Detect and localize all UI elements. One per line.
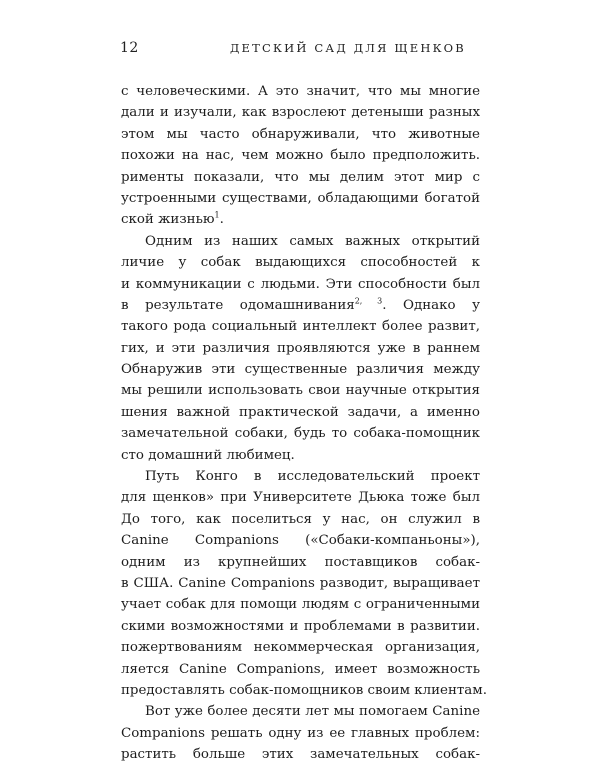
text-line: Canine Companions («Собаки-компаньоны»), (121, 533, 480, 549)
text-line: в результате одомашнивания$^{2, 3}$. Однако у (121, 296, 480, 313)
text-line: пожертвованиям некоммерческая организация, (121, 640, 480, 656)
paragraph (121, 466, 487, 701)
text-line: растить больше этих замечательных собак- (121, 747, 480, 763)
text-line: для щенков» при Университете Дьюка тоже был (121, 490, 480, 506)
text-line: предоставлять собак-помощников своим клиентам. (121, 682, 487, 698)
body-text (121, 81, 487, 766)
text-line: учает собак для помощи людям с ограниченными (121, 597, 480, 613)
text-line: с человеческими. А это значит, что мы многие (121, 84, 480, 99)
text-line: ляется Canine Companions, имеет возможность (121, 661, 480, 677)
text-line: похожи на нас, чем можно было предположить. (121, 148, 480, 164)
text-line: Companions решать одну из ее главных проблем: (121, 725, 480, 741)
text-line: скими возможностями и проблемами в развитии. (121, 618, 480, 634)
paragraph (121, 701, 480, 765)
page-number: 12 (120, 40, 139, 56)
text-line: Вот уже более десяти лет мы помогаем Canine (145, 704, 480, 720)
paragraph (121, 81, 480, 231)
text-line: этом мы часто обнаруживали, что животные (121, 126, 480, 142)
text-line: дали и изучали, как взрослеют детеныши разных (121, 105, 480, 121)
paragraph (121, 231, 480, 466)
text-line: сто домашний любимец. (121, 447, 295, 463)
footnote-marker: 2, 3 (354, 296, 383, 306)
text-line: рименты показали, что мы делим этот мир с (121, 169, 480, 185)
text-line: в США. Canine Companions разводит, выращивает (121, 575, 480, 591)
running-header (120, 40, 480, 56)
text-line: такого рода социальный интеллект более развит, (121, 319, 480, 335)
text-line: шения важной практической задачи, а именно (121, 404, 480, 420)
text-line: мы решили использовать свои научные открытия (121, 383, 480, 399)
text-line: Обнаружив эти существенные различия между (121, 362, 480, 378)
book-title: ДЕТСКИЙ САД ДЛЯ ЩЕНКОВ (230, 41, 466, 55)
text-line: ской жизнью$^1$. (121, 210, 224, 228)
text-line: устроенными существами, обладающими богатой (121, 190, 480, 206)
text-line: одним из крупнейших поставщиков собак- (121, 554, 480, 570)
text-line: личие у собак выдающихся способностей к (121, 255, 480, 271)
text-line: До того, как поселиться у нас, он служил в (121, 511, 480, 527)
text-line: гих, и эти различия проявляются уже в раннем (121, 340, 480, 356)
text-line: замечательной собаки, будь то собака-помощник (121, 426, 480, 442)
text-line: Путь Конго в исследовательский проект (145, 469, 480, 485)
footnote-marker: 1 (214, 210, 220, 220)
text-line: и коммуникации с людьми. Эти способности был (121, 276, 480, 292)
text-line: Одним из наших самых важных открытий (145, 233, 480, 249)
